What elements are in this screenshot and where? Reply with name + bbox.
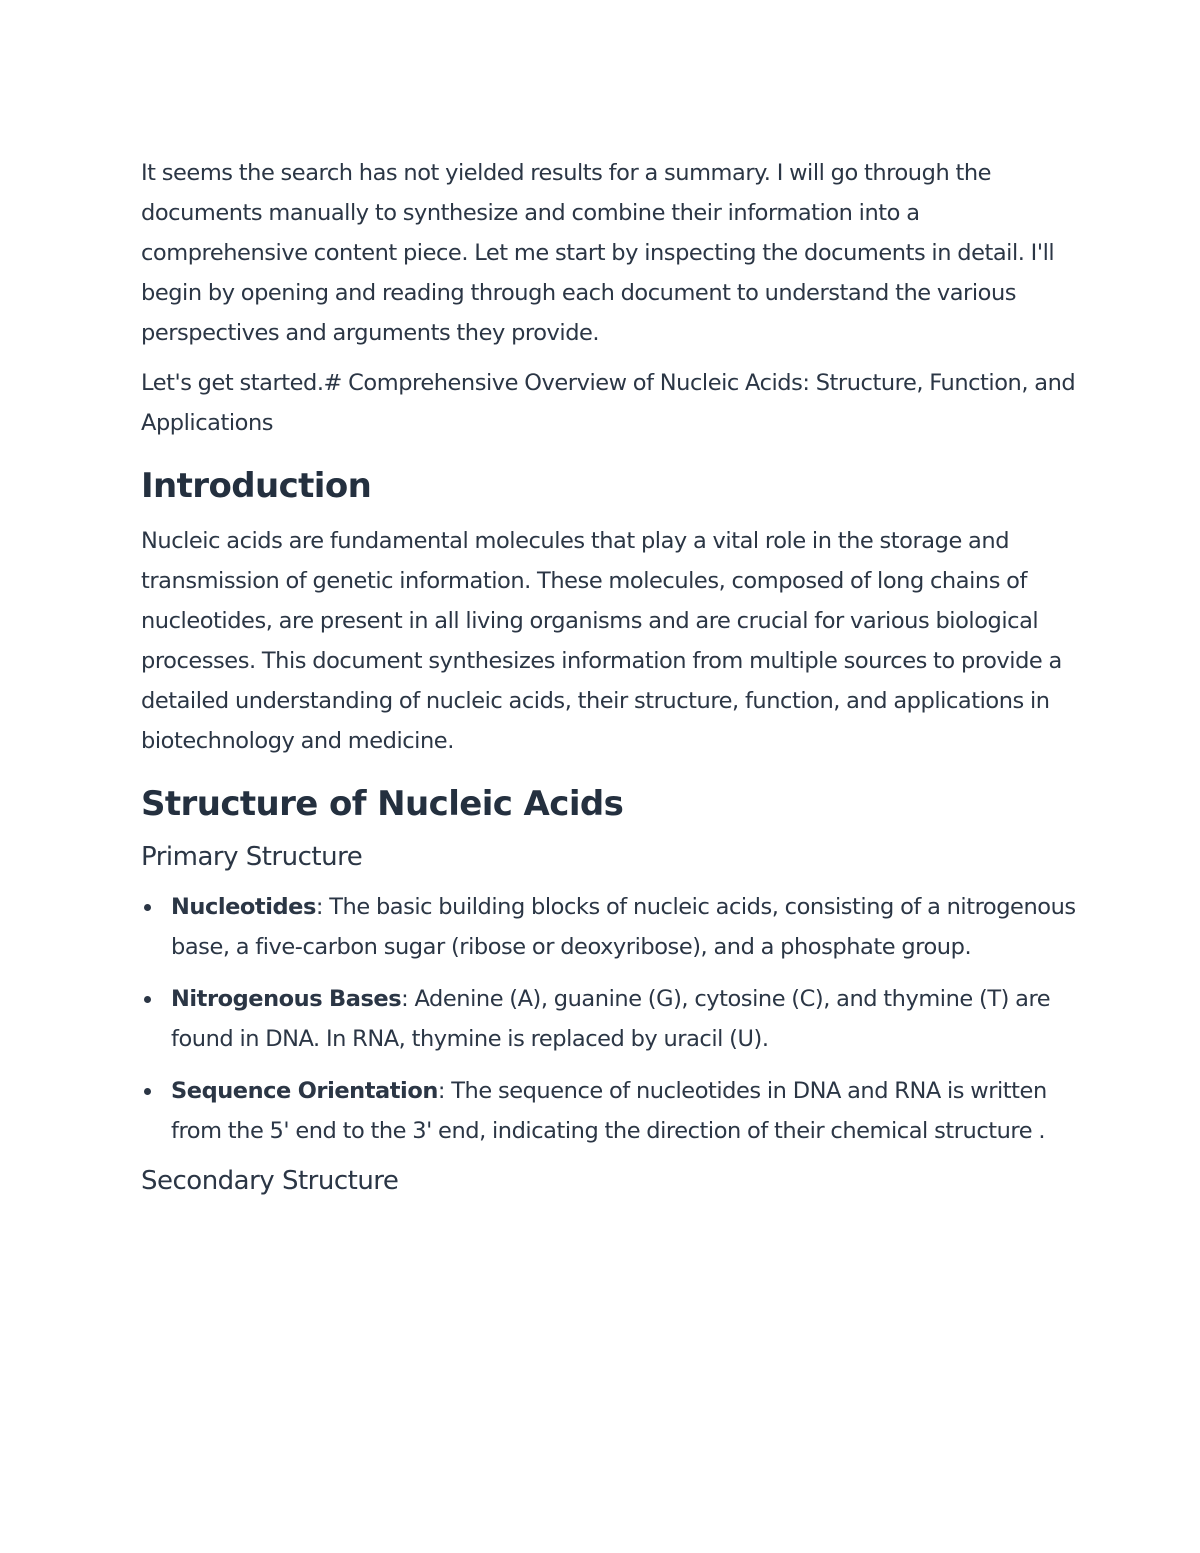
list-item (141, 979, 1076, 1059)
list-item-text: : Adenine (A), guanine (G), cytosine (C), and thymine (T) are found in DNA. In RNA, thymine is replaced by uracil (U). (171, 986, 1051, 1052)
intro-paragraph: It seems the search has not yielded results for a summary. I will go through the documents manually to synthesize and combine their information into a comprehensive content piece. Let me start by inspecting the documents in detail. I'll begin by opening and reading through each document to understand the various perspectives and arguments they provide. (141, 160, 1055, 346)
primary-structure-heading: Primary Structure (141, 842, 363, 872)
list-item-text: : The basic building blocks of nucleic acids, consisting of a nitrogenous base, a five-carbon sugar (ribose or deoxyribose), and a phosphate group. (171, 894, 1076, 960)
introduction-heading: Introduction (141, 466, 372, 506)
list-item (141, 1071, 1076, 1151)
document-title-paragraph: Let's get started.# Comprehensive Overview of Nucleic Acids: Structure, Function, and Applications (141, 370, 1076, 436)
list-item-text: : The sequence of nucleotides in DNA and RNA is written from the 5' end to the 3' end, indicating the direction of their chemical structure . (171, 1078, 1047, 1144)
list-item-term: Nucleotides (171, 894, 316, 920)
structure-heading: Structure of Nucleic Acids (141, 784, 624, 824)
secondary-structure-heading: Secondary Structure (141, 1166, 399, 1196)
list-item (141, 887, 1076, 967)
introduction-paragraph: Nucleic acids are fundamental molecules that play a vital role in the storage and transmission of genetic information. These molecules, composed of long chains of nucleotides, are present in all living organisms and are crucial for various biological processes. This document synthesizes information from multiple sources to provide a detailed understanding of nucleic acids, their structure, function, and applications in biotechnology and medicine. (141, 528, 1062, 754)
list-item-term: Nitrogenous Bases (171, 986, 402, 1012)
list-item-term: Sequence Orientation (171, 1078, 438, 1104)
bullet-icon (144, 904, 151, 911)
document-page (141, 153, 1076, 1211)
bullet-icon (144, 1088, 151, 1095)
bullet-icon (144, 996, 151, 1003)
primary-structure-list (141, 887, 1076, 1151)
